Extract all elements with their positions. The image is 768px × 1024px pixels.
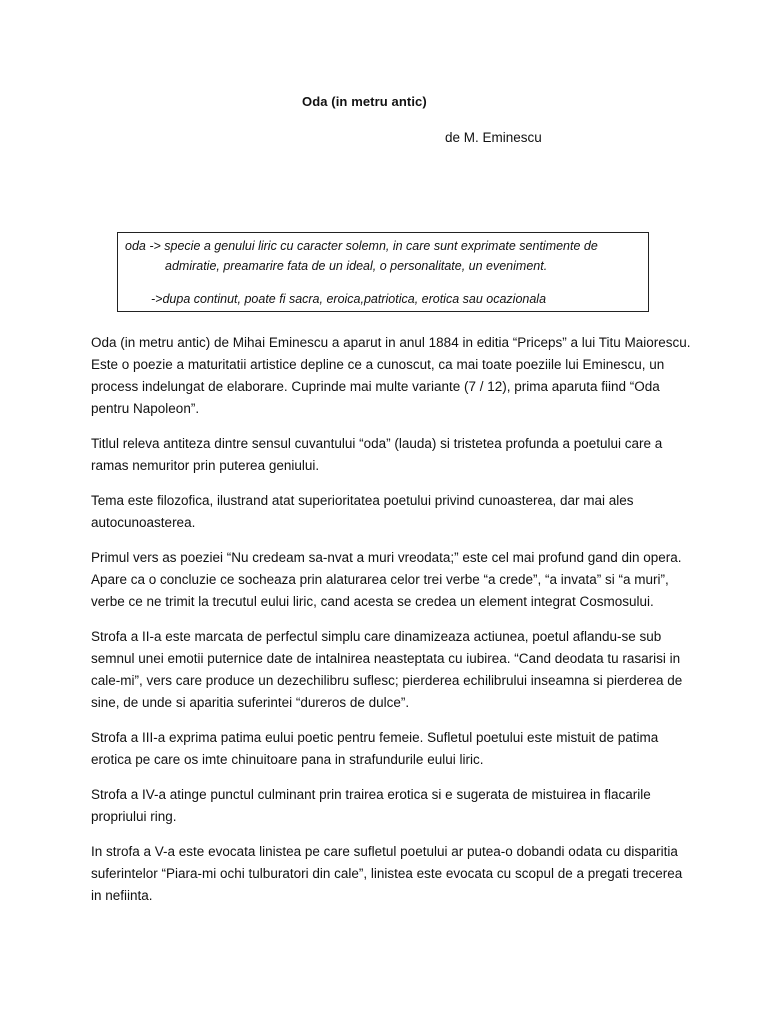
body-paragraph: Strofa a II-a este marcata de perfectul simplu care dinamizeaza actiunea, poetul aflandu-se sub semnul unei emotii puternice date de intalnirea neasteptata cu iubirea. “Cand deodata tu rasarisi in cale-mi”, vers care produce un dezechilibru suflesc; pierderea echilibrului inseamna si pierderea de sine, de unde si aparitia suferintei “dureros de dulce”.	[91, 629, 683, 710]
definition-box	[117, 232, 649, 312]
document-body	[91, 332, 691, 920]
body-paragraph: Strofa a III-a exprima patima eului poetic pentru femeie. Sufletul poetului este mistuit de patima erotica pe care os imte chinuitoare pana in strafundurile eului liric.	[91, 730, 659, 767]
body-paragraph: Primul vers as poeziei “Nu credeam sa-nvat a muri vreodata;” este cel mai profund gand din opera. Apare ca o concluzie ce socheaza prin alaturarea celor trei verbe “a crede”, “a invata” si “a muri”, verbe ce ne trimit la trecutul eului liric, cand acesta se credea un element integrat Cosmosului.	[91, 550, 682, 609]
document-title: Oda (in metru antic)	[302, 94, 427, 109]
definition-line: oda -> specie a genului liric cu caracter solemn, in care sunt exprimate sentimente de	[125, 239, 598, 253]
body-paragraph: Titlul releva antiteza dintre sensul cuvantului “oda” (lauda) si tristetea profunda a poetului care a ramas nemuritor prin puterea geniului.	[91, 436, 663, 473]
body-paragraph: In strofa a V-a este evocata linistea pe care sufletul poetului ar putea-o dobandi odata cu disparitia suferintelor “Piara-mi ochi tulburatori din cale”, linistea este evocata cu scopul de a pregati trecerea in nefiinta.	[91, 844, 683, 903]
body-paragraph: Oda (in metru antic) de Mihai Eminescu a aparut in anul 1884 in editia “Priceps” a lui Titu Maiorescu. Este o poezie a maturitatii artistice depline ce a cunoscut, ca mai toate poeziile lui Eminescu, un process indelungat de elaborare. Cuprinde mai multe variante (7 / 12), prima aparuta fiind “Oda pentru Napoleon”.	[91, 335, 691, 416]
body-paragraph: Tema este filozofica, ilustrand atat superioritatea poetului privind cunoasterea, dar mai ales autocunoasterea.	[91, 493, 634, 530]
definition-line: admiratie, preamarire fata de un ideal, o personalitate, un eveniment.	[165, 259, 548, 273]
document-author: de M. Eminescu	[445, 130, 542, 145]
definition-line: ->dupa continut, poate fi sacra, eroica,patriotica, erotica sau ocazionala	[151, 292, 547, 306]
body-paragraph: Strofa a IV-a atinge punctul culminant prin trairea erotica si e sugerata de mistuirea in flacarile propriului ring.	[91, 787, 651, 824]
